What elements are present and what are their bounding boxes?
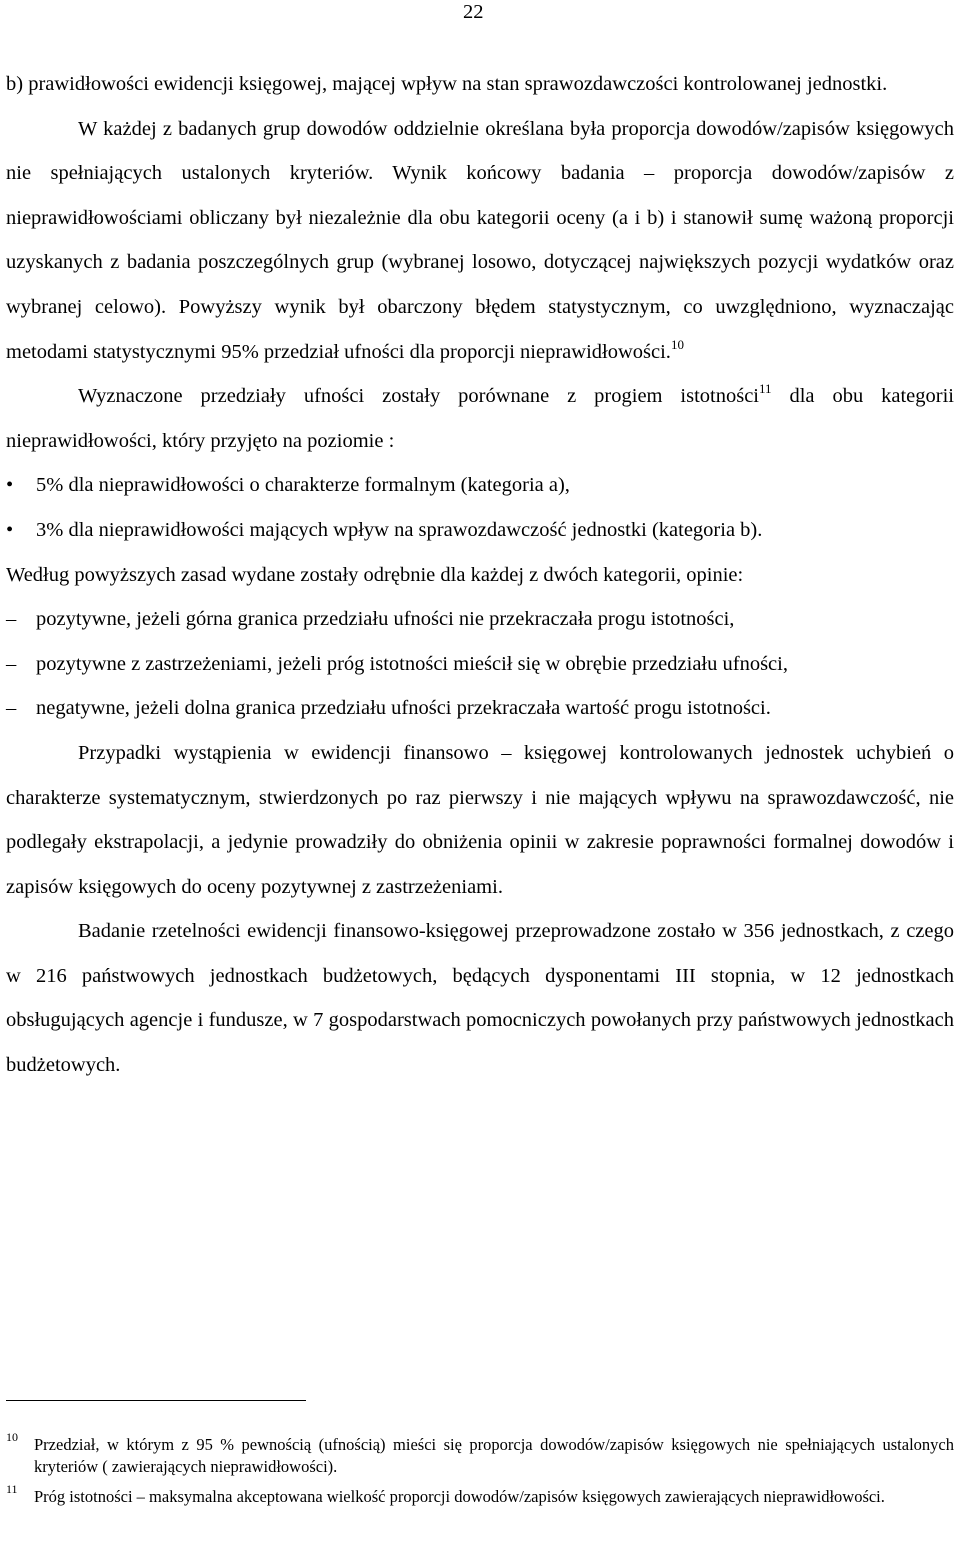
footnote-ref-10[interactable]: 10 <box>670 336 684 352</box>
list-item-text: negatywne, jeżeli dolna granica przedziału ufności przekraczała wartość progu istotności. <box>36 697 771 720</box>
paragraph-confidence-text-a: Wyznaczone przedziały ufności zostały porównane z progiem istotności <box>78 385 760 408</box>
bullet-icon: • <box>6 518 14 541</box>
list-item <box>6 686 954 731</box>
list-item <box>6 463 954 508</box>
list-item-text: pozytywne z zastrzeżeniami, jeżeli próg istotności mieścił się w obrębie przedziału ufności, <box>36 652 788 675</box>
list-item-text: 3% dla nieprawidłowości mających wpływ na sprawozdawczość jednostki (kategoria b). <box>36 518 763 541</box>
footnote-11 <box>6 1482 954 1508</box>
bullet-icon: • <box>6 474 14 497</box>
paragraph-methodology <box>6 107 954 375</box>
paragraph-audit-scope: Badanie rzetelności ewidencji finansowo-księgowej przeprowadzone zostało w 356 jednostkach, z czego w 216 państwowych jednostkach budżetowych, będących dysponentami III stopnia, w 12 jednostkach obsługujących agencje i fundusze, w 7 gospodarstwach pomocniczych powołanych przy państwowych jednostkach budżetowych. <box>6 920 954 1077</box>
dash-icon: – <box>6 697 17 720</box>
list-item-text: 5% dla nieprawidłowości o charakterze formalnym (kategoria a), <box>36 474 570 497</box>
paragraph-criterion-b: b) prawidłowości ewidencji księgowej, mającej wpływ na stan sprawozdawczości kontrolowanej jednostki. <box>6 73 888 95</box>
footnote-text: Próg istotności – maksymalna akceptowana wielkość proporcji dowodów/zapisów księgowych zawierających nieprawidłowości. <box>34 1487 885 1506</box>
threshold-list <box>6 463 954 552</box>
footnote-text: Przedział, w którym z 95 % pewnością (ufnością) mieści się proporcja dowodów/zapisów księgowych nie spełniających ustalonych kryteriów ( zawierających nieprawidłowości). <box>34 1435 954 1476</box>
document-body <box>6 62 954 1088</box>
footnote-10 <box>6 1430 954 1478</box>
list-item <box>6 508 954 553</box>
dash-icon: – <box>6 652 17 675</box>
footnote-ref-11[interactable]: 11 <box>759 381 772 397</box>
paragraph-systematic-errors: Przypadki wystąpienia w ewidencji finansowo – księgowej kontrolowanych jednostek uchybień o charakterze systematycznym, stwierdzonych po raz pierwszy i nie mających wpływu na sprawozdawczość, nie podlegały ekstrapolacji, a jedynie prowadziły do obniżenia opinii w zakresie poprawności formalnej dowodów i zapisów księgowych do oceny pozytywnej z zastrzeżeniami. <box>6 741 954 898</box>
paragraph-opinions-intro: Według powyższych zasad wydane zostały odrębnie dla każdej z dwóch kategorii, opinie: <box>6 563 744 586</box>
paragraph-methodology-text: W każdej z badanych grup dowodów oddzielnie określana była proporcja dowodów/zapisów księgowych nie spełniających ustalonych kryteriów. Wynik końcowy badania – proporcja dowodów/zapisów z nieprawidłowościami obliczany był niezależnie dla obu kategorii oceny (a i b) i stanowił sumę ważoną proporcji uzyskanych z badania poszczególnych grup (wybranej losowo, dotyczącej największych pozycji wydatków oraz wybranej celowo). Powyższy wynik był obarczony błędem statystycznym, co uwzględniono, wyznaczając metodami statystycznymi 95% przedział ufności dla proporcji nieprawidłowości. <box>6 117 954 363</box>
list-item <box>6 642 954 687</box>
list-item-text: pozytywne, jeżeli górna granica przedziału ufności nie przekraczała progu istotności, <box>36 608 735 631</box>
footnotes <box>6 1430 954 1516</box>
footnote-number: 10 <box>6 1430 18 1444</box>
dash-icon: – <box>6 608 17 631</box>
list-item <box>6 597 954 642</box>
page-number: 22 <box>463 1 484 23</box>
paragraph-confidence-text-b: dla obu kategorii nieprawidłowości, który przyjęto na poziomie : <box>6 385 955 452</box>
opinion-list <box>6 597 954 731</box>
footnote-separator <box>6 1400 306 1401</box>
paragraph-confidence-intervals <box>6 374 954 463</box>
footnote-number: 11 <box>6 1482 18 1496</box>
